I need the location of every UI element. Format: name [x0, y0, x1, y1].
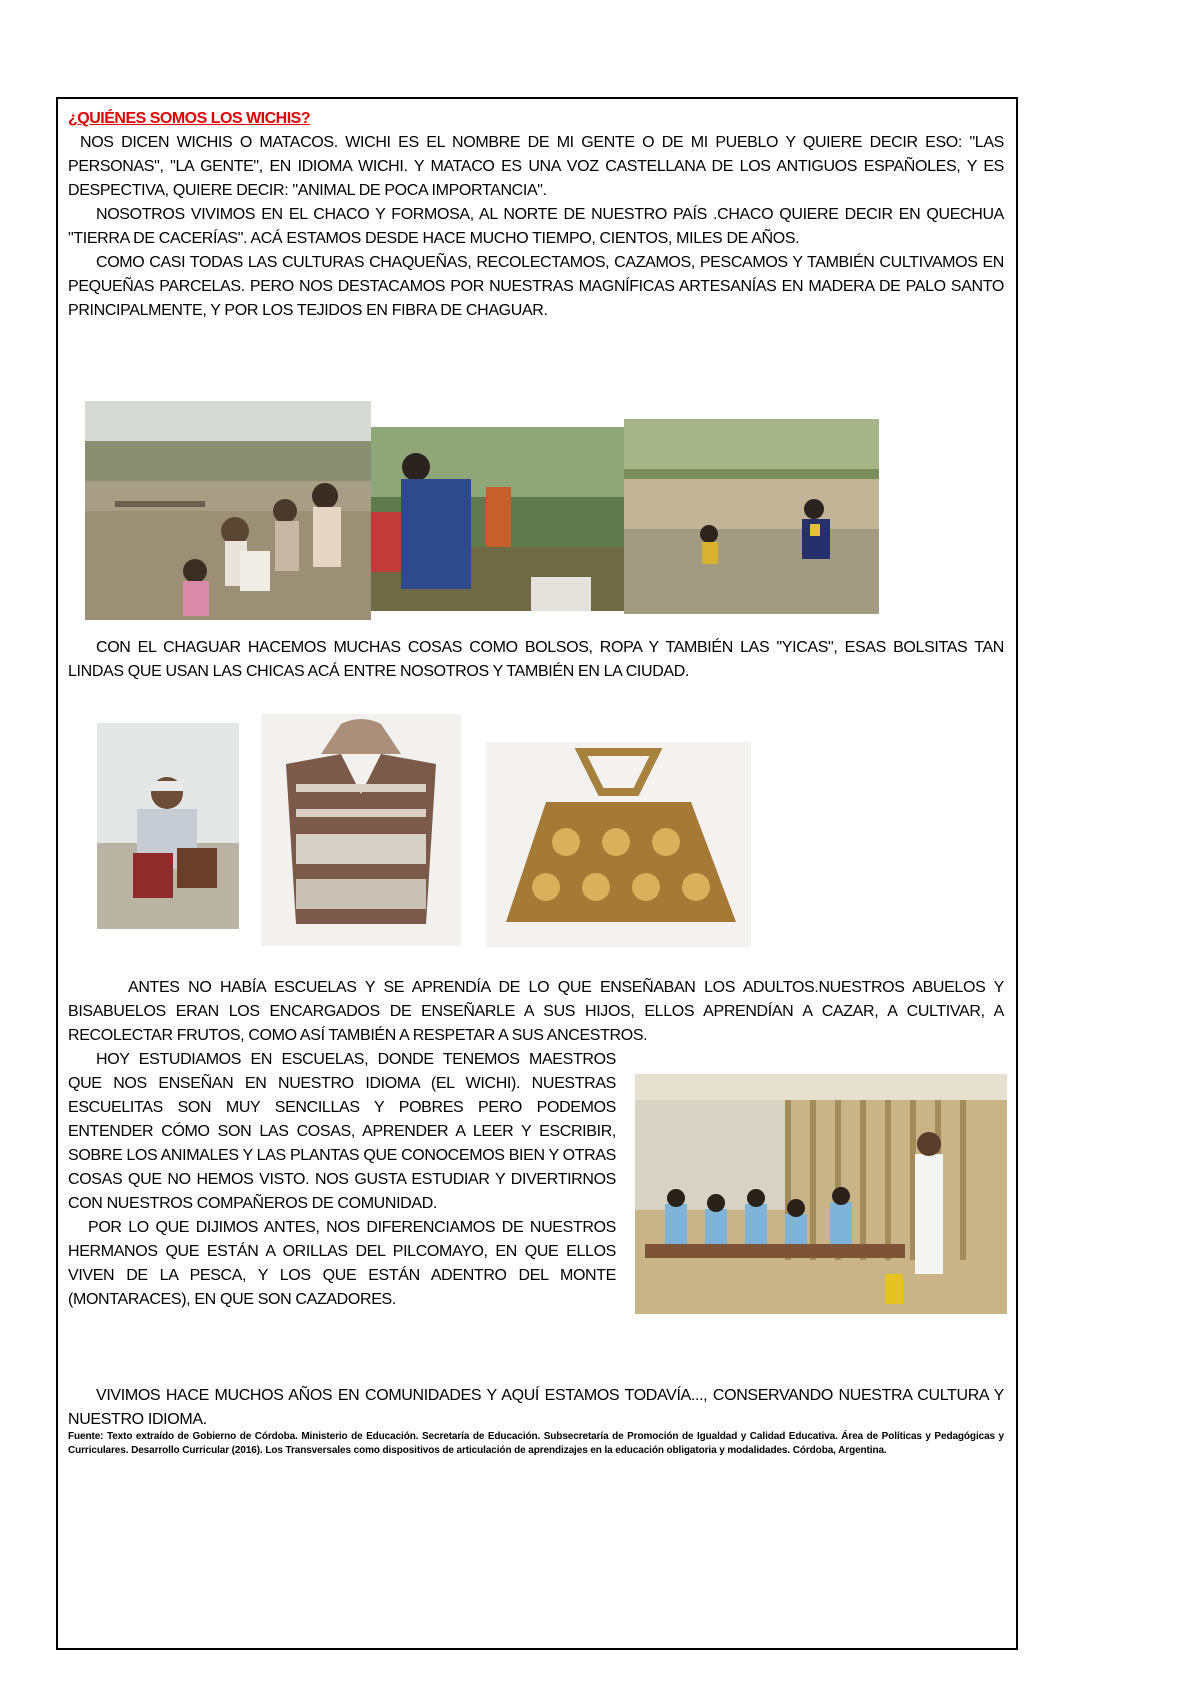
photo-fishing-river: [624, 419, 879, 614]
intro-paragraph-2: NOSOTROS VIVIMOS EN EL CHACO Y FORMOSA, AL NORTE DE NUESTRO PAÍS .CHACO QUIERE DECIR EN QUECHUA "TIERRA DE CACERÍAS". ACÁ ESTAMOS DESDE HACE MUCHO TIEMPO, CIENTOS, MILES DE AÑOS.: [68, 206, 1004, 247]
wrap-paragraph-2: POR LO QUE DIJIMOS ANTES, NOS DIFERENCIAMOS DE NUESTROS HERMANOS QUE ESTÁN A ORILLAS DEL PILCOMAYO, EN QUE ELLOS VIVEN DE LA PESCA, Y LOS QUE ESTÁN ADENTRO DEL MONTE (MONTARACES), EN QUE SON CAZADORES.: [68, 1219, 616, 1308]
intro-paragraph-1: NOS DICEN WICHIS O MATACOS. WICHI ES EL NOMBRE DE MI GENTE O DE MI PUEBLO Y QUIERE DECIR ESO: "LAS PERSONAS", "LA GENTE", EN IDIOMA WICHI. Y MATACO ES UNA VOZ CASTELLANA DE LOS ANTIGUOS ESPAÑOLES, Y ES DESPECTIVA, QUIERE DECIR: "ANIMAL DE POCA IMPORTANCIA".: [68, 134, 1004, 199]
photo-woman-gathering: [371, 427, 624, 611]
intro-section: [68, 107, 1004, 323]
school-section: [68, 976, 1004, 1048]
photo-classroom: [635, 1074, 1007, 1314]
closing-paragraph: VIVIMOS HACE MUCHOS AÑOS EN COMUNIDADES Y AQUÍ ESTAMOS TODAVÍA..., CONSERVANDO NUESTRA CULTURA Y NUESTRO IDIOMA.: [68, 1387, 1004, 1428]
wrap-paragraph-1: HOY ESTUDIAMOS EN ESCUELAS, DONDE TENEMOS MAESTROS QUE NOS ENSEÑAN EN NUESTRO IDIOMA (EL WICHI). NUESTRAS ESCUELITAS SON MUY SENCILLAS Y POBRES PERO PODEMOS ENTENDER CÓMO SON LAS COSAS, APRENDER A LEER Y ESCRIBIR, SOBRE LOS ANIMALES Y LAS PLANTAS QUE CONOCEMOS BIEN Y OTRAS COSAS QUE NO HEMOS VISTO. NOS GUSTA ESTUDIAR Y DIVERTIRNOS CON NUESTROS COMPAÑEROS DE COMUNIDAD.: [68, 1051, 616, 1212]
photo-community-garden: [85, 401, 371, 620]
chaguar-paragraph: CON EL CHAGUAR HACEMOS MUCHAS COSAS COMO BOLSOS, ROPA Y TAMBIÉN LAS "YICAS", ESAS BOLSITAS TAN LINDAS QUE USAN LAS CHICAS ACÁ ENTRE NOSOTROS Y TAMBIÉN EN LA CIUDAD.: [68, 639, 1004, 680]
photo-chaguar-bag: [486, 742, 751, 947]
intro-paragraph-3: COMO CASI TODAS LAS CULTURAS CHAQUEÑAS, RECOLECTAMOS, CAZAMOS, PESCAMOS Y TAMBIÉN CULTIVAMOS EN PEQUEÑAS PARCELAS. PERO NOS DESTACAMOS POR NUESTRAS MAGNÍFICAS ARTESANÍAS EN MADERA DE PALO SANTO PRINCIPALMENTE, Y POR LOS TEJIDOS EN FIBRA DE CHAGUAR.: [68, 254, 1004, 319]
photo-woven-vest: [261, 714, 461, 946]
school-paragraph: ANTES NO HABÍA ESCUELAS Y SE APRENDÍA DE LO QUE ENSEÑABAN LOS ADULTOS.NUESTROS ABUELOS Y BISABUELOS ERAN LOS ENCARGADOS DE ENSEÑARLE A SUS HIJOS, ELLOS APRENDÍAN A CAZAR, A CULTIVAR, A RECOLECTAR FRUTOS, COMO ASÍ TAMBIÉN A RESPETAR A SUS ANCESTROS.: [68, 979, 1004, 1044]
wrapped-section: [68, 1048, 616, 1312]
chaguar-section: [68, 636, 1004, 684]
page-title: ¿QUIÉNES SOMOS LOS WICHIS?: [68, 110, 311, 127]
source-citation: Fuente: Texto extraído de Gobierno de Córdoba. Ministerio de Educación. Secretaría de Educación. Subsecretaría de Promoción de Igualdad y Calidad Educativa. Área de Políticas y Pedagógicas y Curriculares. Desarrollo Curricular (2016). Los Transversales como dispositivos de articulación de aprendizajes en la educación obligatoria y modalidades. Córdoba, Argentina.: [68, 1431, 1004, 1456]
closing-section: [68, 1384, 1004, 1432]
photo-woman-with-bag: [97, 723, 239, 929]
